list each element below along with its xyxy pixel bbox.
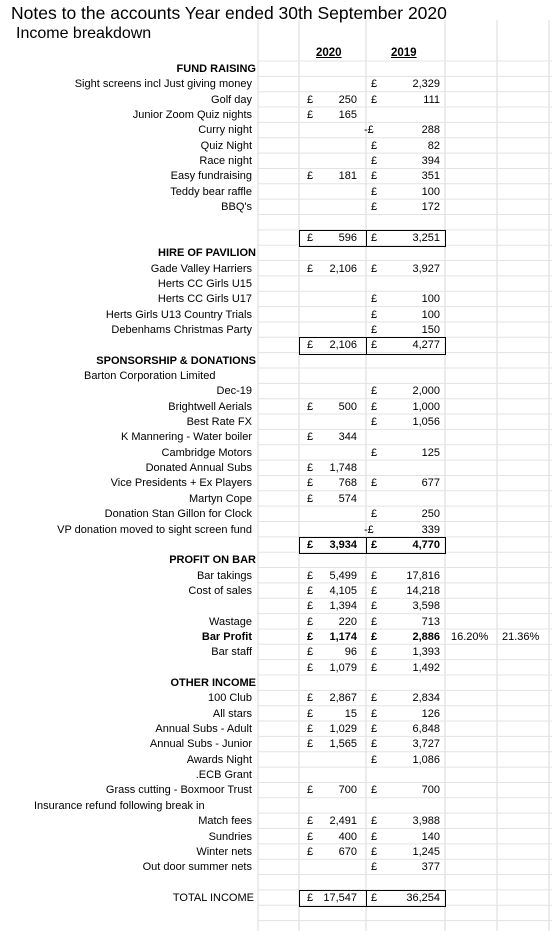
currency-2020: £ [307, 339, 314, 352]
row-label: Sight screens incl Just giving money [74, 78, 252, 91]
currency-2019: £ [371, 78, 378, 91]
amount-2019: 6,848 [412, 723, 440, 736]
amount-2019: 111 [423, 93, 440, 106]
table-row [0, 737, 552, 752]
currency-2019: £ [371, 723, 378, 736]
amount-2019: 377 [421, 861, 440, 874]
table-row [0, 262, 552, 277]
amount-2019: 172 [421, 201, 440, 214]
currency-2019: £ [371, 400, 378, 413]
currency-2020: £ [307, 170, 314, 183]
amount-2019: 4,770 [412, 538, 440, 551]
currency-2019: £ [371, 155, 378, 168]
table-row [0, 139, 552, 154]
row-label: Donation Stan Gillon for Clock [104, 508, 252, 521]
amount-2019: 288 [421, 124, 440, 137]
row-label: Martyn Cope [189, 492, 252, 505]
currency-2020: £ [307, 615, 314, 628]
table-row [0, 753, 552, 768]
amount-2019: 100 [421, 293, 440, 306]
row-label: .ECB Grant [195, 769, 252, 782]
row-label: SPONSORSHIP & DONATIONS [96, 354, 256, 367]
table-row [0, 891, 552, 906]
table-row [0, 492, 552, 507]
amount-2019: 36,254 [406, 891, 440, 904]
amount-2019: 677 [421, 477, 440, 490]
table-row [0, 476, 552, 491]
amount-2020: 3,934 [329, 538, 357, 551]
table-row [0, 599, 552, 614]
currency-2020: £ [307, 723, 314, 736]
table-row [0, 246, 552, 261]
row-label: VP donation moved to sight screen fund [57, 523, 252, 536]
column-header-2020: 2020 [316, 47, 342, 59]
amount-2020: 1,565 [329, 738, 357, 751]
table-row [0, 369, 552, 384]
amount-2020: 1,174 [329, 630, 357, 643]
table-row [0, 569, 552, 584]
row-label: Vice Presidents + Ex Players [110, 477, 252, 490]
currency-2019: £ [371, 646, 378, 659]
amount-2019: 1,245 [412, 845, 440, 858]
row-label: Grass cutting - Boxmoor Trust [105, 784, 252, 797]
amount-2020: 2,106 [329, 339, 357, 352]
row-label: Bar Profit [201, 630, 252, 643]
amount-2020: 4,105 [329, 584, 357, 597]
amount-2020: 250 [338, 93, 357, 106]
amount-2019: 100 [421, 308, 440, 321]
row-label: Best Rate FX [186, 416, 252, 429]
amount-2019: 339 [421, 523, 440, 536]
amount-2020: 1,394 [329, 600, 357, 613]
row-label: Donated Annual Subs [145, 462, 252, 475]
amount-2019: 14,218 [406, 584, 440, 597]
row-label: PROFIT ON BAR [169, 554, 256, 567]
currency-2019: £ [371, 308, 378, 321]
table-row [0, 691, 552, 706]
amount-2019: 1,086 [412, 753, 440, 766]
table-row [0, 384, 552, 399]
table-row [0, 645, 552, 660]
amount-2020: 1,748 [329, 462, 357, 475]
amount-2019: 3,251 [412, 231, 440, 244]
amount-2019: 2,000 [412, 385, 440, 398]
currency-2019: £ [371, 784, 378, 797]
currency-2019: £ [371, 630, 378, 643]
currency-2020: £ [307, 815, 314, 828]
currency-2019: £ [371, 93, 378, 106]
row-label: Awards Night [186, 753, 252, 766]
amount-2020: 181 [338, 170, 357, 183]
currency-2019: £ [371, 185, 378, 198]
row-label: Debenhams Christmas Party [111, 323, 252, 336]
currency-2019: £ [371, 201, 378, 214]
row-label: Herts CC Girls U15 [157, 277, 252, 290]
row-label: K Mannering - Water boiler [120, 431, 252, 444]
currency-2020: £ [307, 600, 314, 613]
amount-2019: 3,598 [412, 600, 440, 613]
table-row [0, 108, 552, 123]
row-label: Match fees [198, 815, 252, 828]
currency-2020: £ [307, 692, 314, 705]
currency-2019: £ [371, 538, 378, 551]
amount-2020: 96 [344, 646, 357, 659]
currency-2019: £ [371, 845, 378, 858]
amount-2020: 2,491 [329, 815, 357, 828]
amount-2019: 1,000 [412, 400, 440, 413]
row-label: Gade Valley Harriers [150, 262, 252, 275]
table-row [0, 323, 552, 338]
row-label: Herts CC Girls U17 [157, 293, 252, 306]
amount-2020: 596 [338, 231, 357, 244]
table-row [0, 722, 552, 737]
percent-2019: 21.36% [502, 630, 540, 643]
table-row [0, 661, 552, 676]
amount-2020: 220 [338, 615, 357, 628]
amount-2019: 2,834 [412, 692, 440, 705]
column-header-2019: 2019 [391, 47, 417, 59]
table-row [0, 783, 552, 798]
currency-2019: £ [371, 569, 378, 582]
table-row [0, 461, 552, 476]
amount-2019: 3,988 [412, 815, 440, 828]
table-row [0, 415, 552, 430]
row-label: Curry night [198, 124, 252, 137]
currency-2020: £ [307, 830, 314, 843]
row-label: Sundries [208, 830, 252, 843]
table-row [0, 860, 552, 875]
amount-2020: 574 [338, 492, 357, 505]
table-row [0, 584, 552, 599]
currency-2020: £ [307, 584, 314, 597]
currency-2020: £ [307, 738, 314, 751]
currency-2020: £ [307, 231, 314, 244]
amount-2019: 2,886 [412, 630, 440, 643]
amount-2019: 4,277 [412, 339, 440, 352]
currency-2019: £ [371, 339, 378, 352]
amount-2020: 5,499 [329, 569, 357, 582]
row-label: Annual Subs - Junior [149, 738, 252, 751]
currency-2019: £ [371, 477, 378, 490]
table-row [0, 93, 552, 108]
row-label: Winter nets [196, 845, 252, 858]
currency-2020: £ [307, 661, 314, 674]
table-row [0, 277, 552, 292]
currency-2020: £ [307, 845, 314, 858]
currency-2020: £ [307, 891, 314, 904]
currency-2020: £ [307, 93, 314, 106]
row-label: Brightwell Aerials [168, 400, 252, 413]
row-label: Cost of sales [188, 584, 252, 597]
amount-2020: 1,029 [329, 723, 357, 736]
row-label: Wastage [208, 615, 252, 628]
currency-2019: £ [371, 692, 378, 705]
currency-2019: £ [371, 170, 378, 183]
currency-2020: £ [307, 462, 314, 475]
page-subtitle: Income breakdown [16, 25, 152, 42]
percent-2020: 16.20% [451, 630, 489, 643]
table-row [0, 123, 552, 138]
currency-2020: £ [307, 262, 314, 275]
currency-2019: £ [371, 830, 378, 843]
table-row [0, 630, 552, 645]
currency-2019: £ [371, 416, 378, 429]
row-label: HIRE OF PAVILION [158, 247, 256, 260]
currency-2019: £ [371, 293, 378, 306]
currency-2020: £ [307, 400, 314, 413]
amount-2020: 2,867 [329, 692, 357, 705]
amount-2020: 670 [338, 845, 357, 858]
table-row [0, 768, 552, 783]
table-row [0, 200, 552, 215]
currency-2019: £ [371, 584, 378, 597]
table-row [0, 338, 552, 353]
page-title: Notes to the accounts Year ended 30th September 2020 [11, 3, 447, 23]
row-label: Barton Corporation Limited [84, 370, 216, 382]
row-label: FUND RAISING [176, 63, 256, 75]
currency-2019: £ [371, 600, 378, 613]
table-row [0, 830, 552, 845]
table-row [0, 169, 552, 184]
currency-2019: £ [371, 385, 378, 398]
currency-2020: £ [307, 109, 314, 122]
amount-2019: 140 [421, 830, 440, 843]
currency-2019: £ [371, 861, 378, 874]
row-label: Cambridge Motors [161, 446, 252, 459]
row-label: Herts Girls U13 Country Trials [105, 308, 252, 321]
amount-2020: 15 [344, 707, 357, 720]
amount-2019: 1,393 [412, 646, 440, 659]
currency-2019: £ [371, 707, 378, 720]
table-row [0, 876, 552, 891]
currency-2019: £ [371, 753, 378, 766]
amount-2019: 125 [421, 446, 440, 459]
table-row [0, 354, 552, 369]
table-row [0, 185, 552, 200]
amount-2019: 394 [421, 155, 440, 168]
table-row [0, 523, 552, 538]
currency-2019: -£ [364, 523, 374, 536]
amount-2020: 2,106 [329, 262, 357, 275]
table-row [0, 676, 552, 691]
row-label: Dec-19 [216, 385, 252, 398]
table-row [0, 845, 552, 860]
currency-2020: £ [307, 431, 314, 444]
row-label: 100 Club [207, 692, 252, 705]
row-label: TOTAL INCOME [172, 891, 254, 904]
amount-2020: 768 [338, 477, 357, 490]
amount-2019: 700 [421, 784, 440, 797]
currency-2020: £ [307, 569, 314, 582]
amount-2020: 1,079 [329, 661, 357, 674]
currency-2019: £ [371, 508, 378, 521]
currency-2020: £ [307, 707, 314, 720]
amount-2019: 3,927 [412, 262, 440, 275]
row-label: Golf day [211, 93, 252, 106]
amount-2020: 344 [338, 431, 357, 444]
currency-2019: £ [371, 661, 378, 674]
currency-2019: £ [371, 446, 378, 459]
table-row [0, 154, 552, 169]
row-label: OTHER INCOME [170, 677, 256, 689]
row-label: Bar staff [211, 646, 252, 659]
currency-2020: £ [307, 492, 314, 505]
amount-2019: 250 [421, 508, 440, 521]
amount-2019: 100 [421, 185, 440, 198]
currency-2019: £ [371, 738, 378, 751]
currency-2019: £ [371, 815, 378, 828]
row-label: Insurance refund following break in [34, 799, 205, 812]
currency-2019: £ [371, 323, 378, 336]
table-row [0, 292, 552, 307]
amount-2019: 1,056 [412, 416, 440, 429]
table-row [0, 308, 552, 323]
row-label: Junior Zoom Quiz nights [132, 109, 252, 122]
amount-2019: 82 [427, 139, 440, 152]
table-row [0, 707, 552, 722]
amount-2020: 17,547 [323, 891, 357, 904]
amount-2019: 126 [421, 707, 440, 720]
table-row [0, 538, 552, 553]
currency-2020: £ [307, 646, 314, 659]
amount-2020: 165 [338, 109, 357, 122]
row-label: Quiz Night [200, 139, 252, 152]
table-row [0, 430, 552, 445]
row-label: BBQ's [221, 201, 252, 214]
currency-2019: £ [371, 231, 378, 244]
amount-2019: 17,816 [406, 569, 440, 582]
currency-2019: £ [371, 139, 378, 152]
amount-2019: 713 [421, 615, 440, 628]
table-row [0, 62, 552, 77]
row-label: Easy fundraising [170, 170, 252, 183]
currency-2019: £ [371, 262, 378, 275]
amount-2019: 3,727 [412, 738, 440, 751]
table-row [0, 799, 552, 814]
amount-2019: 2,329 [412, 78, 440, 91]
row-label: Annual Subs - Adult [155, 723, 252, 736]
table-row [0, 507, 552, 522]
row-label: Teddy bear raffle [170, 185, 252, 198]
table-row [0, 231, 552, 246]
amount-2019: 351 [421, 170, 440, 183]
row-label: All stars [212, 707, 252, 720]
table-row [0, 77, 552, 92]
currency-2020: £ [307, 630, 314, 643]
table-row [0, 400, 552, 415]
currency-2020: £ [307, 477, 314, 490]
table-row [0, 615, 552, 630]
currency-2019: -£ [364, 124, 374, 137]
currency-2019: £ [371, 615, 378, 628]
amount-2020: 500 [338, 400, 357, 413]
amount-2020: 700 [338, 784, 357, 797]
row-label: Out door summer nets [142, 861, 252, 874]
amount-2019: 1,492 [412, 661, 440, 674]
table-row [0, 553, 552, 568]
table-row [0, 216, 552, 231]
currency-2020: £ [307, 784, 314, 797]
amount-2019: 150 [421, 323, 440, 336]
row-label: Bar takings [196, 569, 252, 582]
currency-2020: £ [307, 538, 314, 551]
row-label: Race night [199, 155, 252, 168]
currency-2019: £ [371, 891, 378, 904]
table-row [0, 446, 552, 461]
amount-2020: 400 [338, 830, 357, 843]
table-row [0, 814, 552, 829]
